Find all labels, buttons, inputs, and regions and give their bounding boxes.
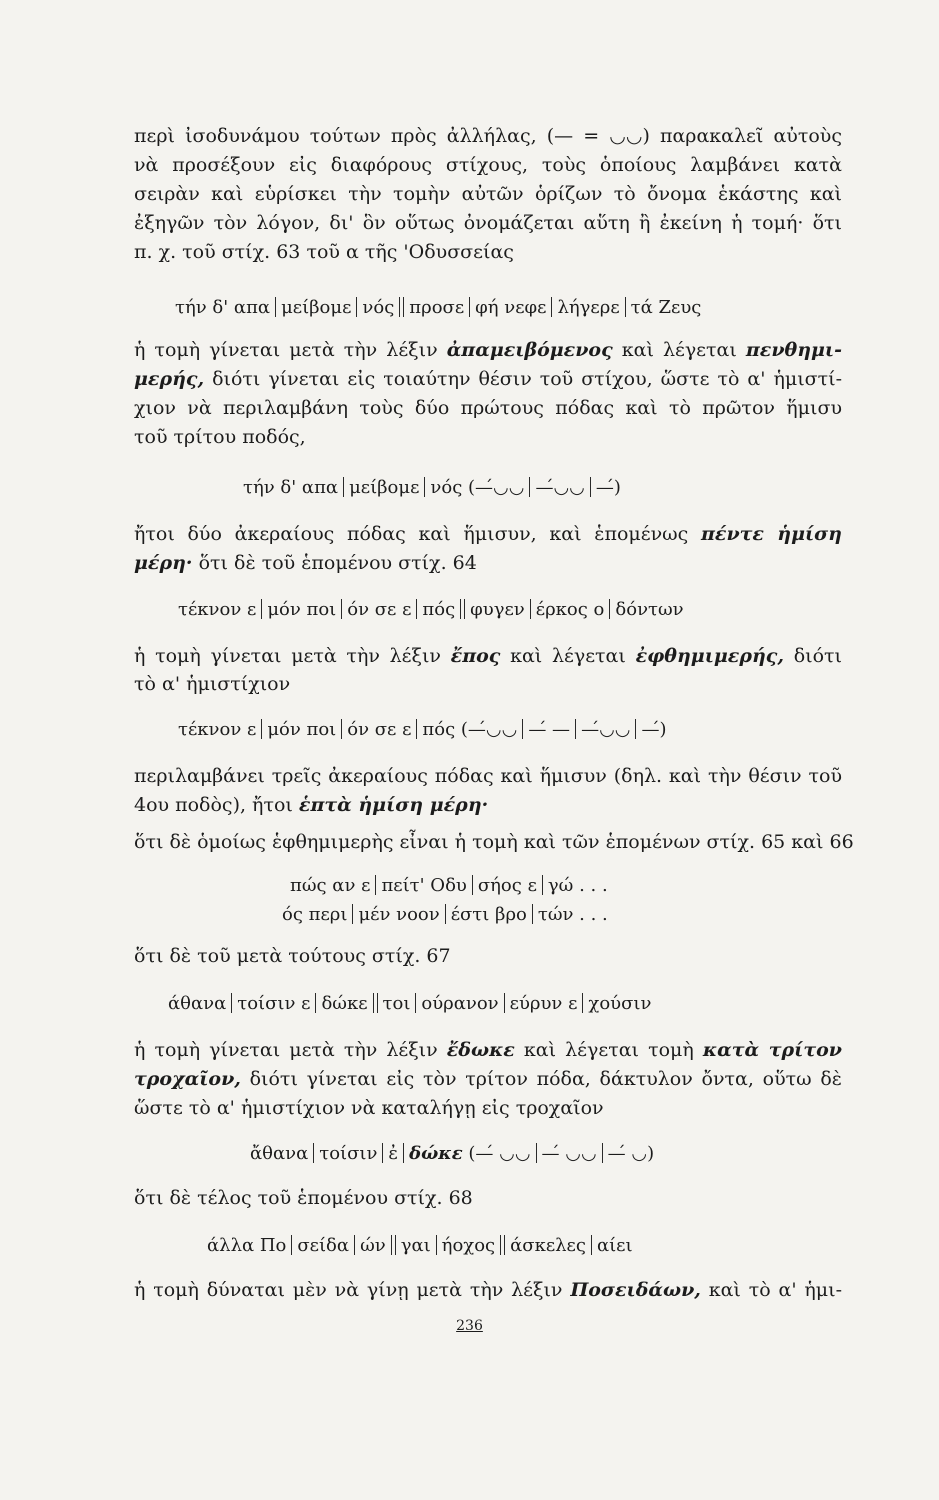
- verse-segment: τήν δ' απα: [243, 477, 339, 498]
- double-caesura-mark: [391, 1235, 396, 1255]
- verse-segment: δώκε: [321, 993, 368, 1014]
- verse-segment: πείτ' Οδυ: [381, 875, 467, 896]
- caesura-mark: [542, 875, 543, 895]
- caesura-mark: [424, 477, 425, 497]
- verse-segment: όν σε ε: [347, 719, 412, 740]
- text-line: χιον νὰ περιλαμβάνη τοὺς δύο πρώτους πόδας καὶ τὸ πρῶτον ἥμισυ: [134, 397, 842, 419]
- caesura-mark: [343, 477, 344, 497]
- text-line: [134, 1278, 842, 1302]
- verse-segment: άθανα: [168, 993, 227, 1014]
- verse-segment: νός: [362, 297, 395, 318]
- emphasis-term: Ποσειδάων,: [570, 1279, 701, 1301]
- verse-segment: εύρυν ε: [509, 993, 578, 1014]
- verse-segment: ἄθανα: [250, 1143, 309, 1164]
- text-run: διότι γίνεται εἰς τοιαύτην θέσιν τοῦ στίχου, ὥστε τὸ α' ἡμιστί-: [212, 368, 842, 390]
- verse-segment: μείβομε: [281, 297, 352, 318]
- caesura-mark: [522, 719, 523, 739]
- verse-segment: προσε: [409, 297, 465, 318]
- verse-line-65: [290, 874, 608, 898]
- verse-segment: τέκνον ε: [178, 719, 257, 740]
- verse-segment: —́◡◡: [581, 719, 631, 740]
- caesura-mark: [416, 599, 417, 619]
- caesura-mark: [469, 297, 470, 317]
- caesura-mark: [445, 904, 446, 924]
- verse-segment: τοι: [382, 993, 411, 1014]
- caesura-mark: [382, 1143, 383, 1163]
- verse-segment: τοίσιν ε: [237, 993, 311, 1014]
- caesura-mark: [436, 1235, 437, 1255]
- verse-segment: πώς αν ε: [290, 875, 371, 896]
- caesura-mark: [352, 904, 353, 924]
- text-line: π. χ. τοῦ στίχ. 63 τοῦ α τῆς 'Οδυσσείας: [134, 241, 514, 263]
- verse-segment: ούρανον: [421, 993, 499, 1014]
- verse-segment: έρκος ο: [535, 599, 605, 620]
- verse-segment: φυγεν: [470, 599, 525, 620]
- verse-segment: —́): [595, 477, 621, 498]
- caesura-mark: [635, 719, 636, 739]
- verse-segment: τέκνον ε: [178, 599, 257, 620]
- caesura-mark: [315, 993, 316, 1013]
- text-line: ἐξηγῶν τὸν λόγον, δι' ὃν οὕτως ὀνομάζεται αὕτη ἢ ἐκείνη ἡ τομή· ὅτι: [134, 212, 842, 234]
- double-caesura-mark: [373, 993, 378, 1013]
- verse-segment: ήοχος: [441, 1235, 496, 1256]
- caesura-mark: [472, 875, 473, 895]
- text-line: ὅτι δὲ τοῦ μετὰ τούτους στίχ. 67: [134, 945, 451, 967]
- text-run: καὶ λέγεται τομὴ: [523, 1039, 694, 1061]
- emphasis-term: ἐφθημιμερής,: [635, 645, 784, 667]
- emphasis-term: κατὰ τρίτον: [702, 1039, 842, 1061]
- caesura-mark: [609, 599, 610, 619]
- verse-segment: άσκελες: [510, 1235, 586, 1256]
- verse-segment: (—́ ◡◡: [468, 1143, 531, 1164]
- text-run: καὶ λέγεται: [510, 645, 626, 667]
- caesura-mark: [375, 875, 376, 895]
- caesura-mark: [591, 1235, 592, 1255]
- verse-segment: ών: [360, 1235, 386, 1256]
- text-run: ὅτι δὲ τοῦ ἑπομένου στίχ. 64: [198, 552, 477, 574]
- verse-segment: αίει: [596, 1235, 633, 1256]
- double-caesura-mark: [399, 297, 404, 317]
- verse-segment: χούσιν: [588, 993, 652, 1014]
- verse-line-68: [207, 1234, 633, 1258]
- verse-segment: μόν ποι: [267, 599, 337, 620]
- caesura-mark: [291, 1235, 292, 1255]
- caesura-mark: [590, 477, 591, 497]
- text-run: καὶ λέγεται: [621, 339, 737, 361]
- text-line: τὸ α' ἡμιστίχιον: [134, 673, 291, 695]
- verse-segment: άλλα Πο: [207, 1235, 287, 1256]
- caesura-mark: [275, 297, 276, 317]
- verse-line-67: [168, 992, 651, 1016]
- text-line: ὥστε τὸ α' ἡμιστίχιον νὰ καταλήγῃ εἰς τροχαῖον: [134, 1097, 604, 1119]
- caesura-mark: [356, 297, 357, 317]
- verse-segment: —́ ◡): [607, 1143, 655, 1164]
- verse-segment: τοίσιν: [319, 1143, 378, 1164]
- text-run: ἡ τομὴ γίνεται μετὰ τὴν λέξιν: [134, 645, 441, 667]
- emphasis-term: τροχαῖον,: [134, 1068, 241, 1090]
- caesura-mark: [403, 1143, 404, 1163]
- verse-segment: πός: [422, 599, 456, 620]
- caesura-mark: [341, 599, 342, 619]
- verse-line-64: [178, 598, 684, 622]
- text-run: ἡ τομὴ δύναται μὲν νὰ γίνῃ μετὰ τὴν λέξιν: [134, 1279, 563, 1301]
- caesura-mark: [313, 1143, 314, 1163]
- verse-segment: —́ ◡◡: [541, 1143, 597, 1164]
- text-line: τοῦ τρίτου ποδός,: [134, 426, 306, 448]
- caesura-mark: [551, 297, 552, 317]
- verse-segment: μείβομε: [349, 477, 420, 498]
- verse-segment: —́ —: [528, 719, 571, 740]
- text-run: ἡ τομὴ γίνεται μετὰ τὴν λέξιν: [134, 1039, 438, 1061]
- text-run: 4ου ποδὸς), ἤτοι: [134, 794, 293, 816]
- verse-segment: ἐ: [388, 1143, 399, 1164]
- text-line: [134, 367, 842, 391]
- text-line: [134, 551, 842, 575]
- caesura-mark: [529, 477, 530, 497]
- caesura-mark: [416, 719, 417, 739]
- verse-segment: ός περι: [282, 904, 348, 925]
- text-line: σειρὰν καὶ εὑρίσκει τὴν τομὴν αὐτῶν ὁρίζων τὸ ὄνομα ἑκάστης καὶ: [134, 183, 842, 205]
- caesura-mark: [530, 599, 531, 619]
- caesura-mark: [261, 599, 262, 619]
- text-line: περὶ ἰσοδυνάμου τούτων πρὸς ἀλλήλας, (— = ◡◡) παρακαλεῖ αὐτοὺς: [134, 125, 842, 147]
- text-run: καὶ τὸ α' ἡμι-: [708, 1279, 842, 1301]
- emphasis-term: ἀπαμειβόμενος: [446, 339, 613, 361]
- double-caesura-mark: [500, 1235, 505, 1255]
- verse-segment: σήος ε: [477, 875, 537, 896]
- caesura-mark: [536, 1143, 537, 1163]
- text-run: διότι γίνεται εἰς τὸν τρίτον πόδα, δάκτυλον ὄντα, οὕτω δὲ: [249, 1068, 842, 1090]
- caesura-mark: [231, 993, 232, 1013]
- emphasis-term: μέρη·: [134, 552, 193, 574]
- verse-segment: δόντων: [615, 599, 684, 620]
- emphasis-term: ἑπτὰ ἡμίση μέρη·: [298, 794, 489, 816]
- verse-segment: λήγερε: [557, 297, 620, 318]
- text-line: [134, 793, 842, 817]
- caesura-mark: [341, 719, 342, 739]
- verse-segment: τά Ζευς: [630, 297, 702, 318]
- verse-segment-emphasis: δώκε: [409, 1143, 463, 1164]
- verse-line-63: [175, 296, 701, 320]
- emphasis-term: πέντε ἡμίση: [701, 523, 843, 545]
- caesura-mark: [261, 719, 262, 739]
- text-run: ἡ τομὴ γίνεται μετὰ τὴν λέξιν: [134, 339, 438, 361]
- page-number: 236: [456, 1318, 483, 1334]
- emphasis-term: μερής,: [134, 368, 205, 390]
- text-line: νὰ προσέξουν εἰς διαφόρους στίχους, τοὺς ὁποίους λαμβάνει κατὰ: [134, 154, 842, 176]
- emphasis-term: ἔπος: [450, 645, 501, 667]
- text-line: ὅτι δὲ τέλος τοῦ ἑπομένου στίχ. 68: [134, 1187, 473, 1209]
- verse-scansion-64: [178, 718, 667, 742]
- caesura-mark: [582, 993, 583, 1013]
- text-line: ὅτι δὲ ὁμοίως ἑφθημιμερὴς εἶναι ἡ τομὴ καὶ τῶν ἑπομένων στίχ. 65 καὶ 66: [134, 831, 854, 853]
- emphasis-term: πενθημι-: [745, 339, 843, 361]
- emphasis-term: ἔδωκε: [446, 1039, 515, 1061]
- caesura-mark: [532, 904, 533, 924]
- verse-segment: νός (—́◡◡: [430, 477, 525, 498]
- text-run: ἤτοι δύο ἀκεραίους πόδας καὶ ἥμισυν, καὶ ἑπομένως: [134, 523, 689, 545]
- caesura-mark: [354, 1235, 355, 1255]
- text-line: [134, 644, 842, 668]
- text-line: περιλαμβάνει τρεῖς ἀκεραίους πόδας καὶ ἥμισυν (δηλ. καὶ τὴν θέσιν τοῦ: [134, 765, 842, 787]
- verse-segment: —́): [641, 719, 667, 740]
- text-run: διότι: [793, 645, 842, 667]
- verse-segment: φή νεφε: [475, 297, 547, 318]
- verse-segment: μέν νοον: [358, 904, 440, 925]
- caesura-mark: [575, 719, 576, 739]
- verse-segment: γαι: [400, 1235, 431, 1256]
- caesura-mark: [625, 297, 626, 317]
- verse-segment: έστι βρο: [450, 904, 527, 925]
- verse-scansion-67: [250, 1142, 654, 1166]
- text-line: [134, 1038, 842, 1062]
- verse-segment: μόν ποι: [267, 719, 337, 740]
- text-line: [134, 338, 842, 362]
- verse-segment: σείδα: [297, 1235, 350, 1256]
- verse-segment: τήν δ' απα: [175, 297, 271, 318]
- verse-line-66: [282, 903, 608, 927]
- verse-segment: τών . . .: [537, 904, 608, 925]
- verse-segment: γώ . . .: [547, 875, 608, 896]
- verse-segment: πός (—́◡◡: [422, 719, 518, 740]
- caesura-mark: [504, 993, 505, 1013]
- caesura-mark: [415, 993, 416, 1013]
- verse-segment: —́◡◡: [535, 477, 585, 498]
- verse-segment: όν σε ε: [347, 599, 412, 620]
- double-caesura-mark: [460, 599, 465, 619]
- verse-scansion-63: [243, 476, 621, 500]
- text-line: [134, 522, 842, 546]
- caesura-mark: [602, 1143, 603, 1163]
- text-line: [134, 1067, 842, 1091]
